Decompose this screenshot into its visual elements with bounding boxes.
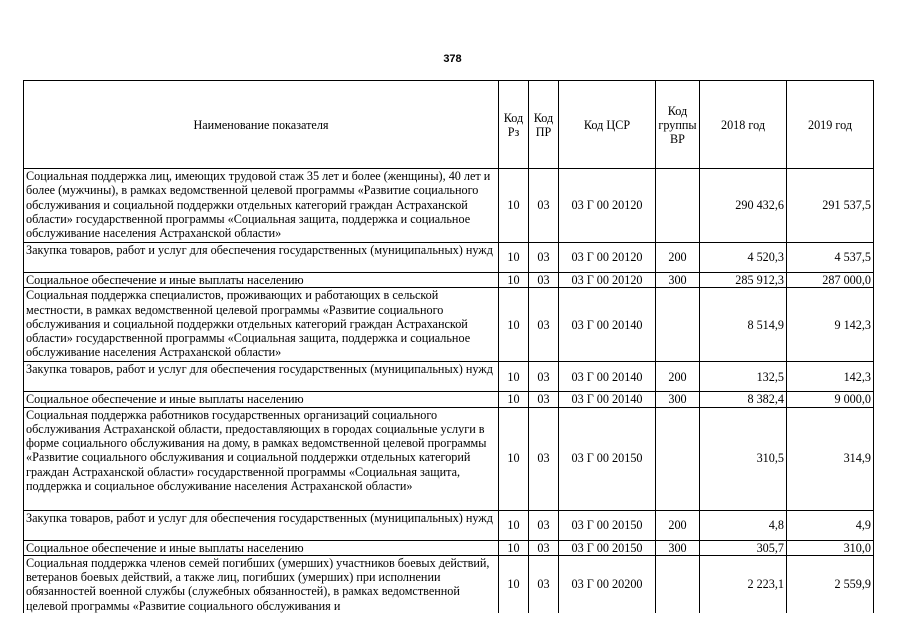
row-name: Закупка товаров, работ и услуг для обеспечения государственных (муниципальных) нужд <box>24 243 499 273</box>
row-csr: 03 Г 00 20120 <box>559 243 656 273</box>
row-csr: 03 Г 00 20140 <box>559 392 656 407</box>
row-2018: 285 912,3 <box>700 273 787 288</box>
row-csr: 03 Г 00 20140 <box>559 362 656 392</box>
row-2019: 4 537,5 <box>787 243 874 273</box>
header-rz: Код Рз <box>499 81 529 169</box>
table-row <box>24 273 874 288</box>
table-row <box>24 288 874 362</box>
row-rz: 10 <box>499 362 529 392</box>
row-2018: 305,7 <box>700 540 787 555</box>
row-2019: 291 537,5 <box>787 169 874 243</box>
row-vr <box>656 555 700 613</box>
row-csr: 03 Г 00 20200 <box>559 555 656 613</box>
table-row <box>24 169 874 243</box>
row-name: Закупка товаров, работ и услуг для обеспечения государственных (муниципальных) нужд <box>24 510 499 540</box>
row-pr: 03 <box>529 243 559 273</box>
row-2018: 4 520,3 <box>700 243 787 273</box>
row-vr <box>656 169 700 243</box>
row-pr: 03 <box>529 510 559 540</box>
row-2019: 287 000,0 <box>787 273 874 288</box>
row-2019: 9 000,0 <box>787 392 874 407</box>
header-pr: Код ПР <box>529 81 559 169</box>
table-row <box>24 407 874 510</box>
row-2018: 8 514,9 <box>700 288 787 362</box>
row-name: Социальное обеспечение и иные выплаты населению <box>24 273 499 288</box>
row-rz: 10 <box>499 392 529 407</box>
row-vr: 300 <box>656 392 700 407</box>
row-pr: 03 <box>529 288 559 362</box>
row-2019: 142,3 <box>787 362 874 392</box>
row-2019: 314,9 <box>787 407 874 510</box>
row-vr: 300 <box>656 540 700 555</box>
header-vr: Код группы ВР <box>656 81 700 169</box>
row-2019: 2 559,9 <box>787 555 874 613</box>
row-vr: 200 <box>656 362 700 392</box>
budget-table <box>23 80 874 613</box>
table-row <box>24 392 874 407</box>
table-row <box>24 540 874 555</box>
row-2018: 4,8 <box>700 510 787 540</box>
row-pr: 03 <box>529 169 559 243</box>
header-row <box>24 81 874 169</box>
row-name: Социальная поддержка работников государственных организаций социального обслуживания Астраханской области, предоставляющих в городах социальные услуги в форме социального обслуживания на дому, в рамках ведомственной целевой программы «Развитие социального обслуживания и социальной поддержки отдельных категорий граждан Астраханской области» государственной программы «Социальная защита, поддержка и социальное обслуживание населения Астраханской области» <box>24 407 499 510</box>
row-pr: 03 <box>529 273 559 288</box>
row-2019: 310,0 <box>787 540 874 555</box>
row-pr: 03 <box>529 392 559 407</box>
row-vr: 200 <box>656 243 700 273</box>
row-rz: 10 <box>499 540 529 555</box>
header-2018: 2018 год <box>700 81 787 169</box>
row-name: Закупка товаров, работ и услуг для обеспечения государственных (муниципальных) нужд <box>24 362 499 392</box>
row-name: Социальная поддержка специалистов, проживающих и работающих в сельской местности, в рамках ведомственной целевой программы «Развитие социального обслуживания и социальной поддержки отдельных категорий граждан Астраханской области» государственной программы «Социальная защита, поддержка и социальное обслуживание населения Астраханской области» <box>24 288 499 362</box>
row-name: Социальная поддержка лиц, имеющих трудовой стаж 35 лет и более (женщины), 40 лет и более (мужчины), в рамках ведомственной целевой программы «Развитие социального обслуживания и социальной поддержки отдельных категорий граждан Астраханской области» государственной программы «Социальная защита, поддержка и социальное обслуживание населения Астраханской области» <box>24 169 499 243</box>
row-rz: 10 <box>499 407 529 510</box>
row-rz: 10 <box>499 169 529 243</box>
row-name: Социальное обеспечение и иные выплаты населению <box>24 392 499 407</box>
row-vr: 300 <box>656 273 700 288</box>
page-number: 378 <box>443 53 462 65</box>
row-csr: 03 Г 00 20150 <box>559 540 656 555</box>
table-row <box>24 243 874 273</box>
table-row <box>24 510 874 540</box>
row-csr: 03 Г 00 20150 <box>559 510 656 540</box>
row-2019: 4,9 <box>787 510 874 540</box>
row-vr <box>656 288 700 362</box>
row-pr: 03 <box>529 407 559 510</box>
row-vr <box>656 407 700 510</box>
row-pr: 03 <box>529 362 559 392</box>
row-rz: 10 <box>499 510 529 540</box>
row-csr: 03 Г 00 20150 <box>559 407 656 510</box>
row-csr: 03 Г 00 20140 <box>559 288 656 362</box>
row-rz: 10 <box>499 273 529 288</box>
header-csr: Код ЦСР <box>559 81 656 169</box>
row-vr: 200 <box>656 510 700 540</box>
row-name: Социальное обеспечение и иные выплаты населению <box>24 540 499 555</box>
row-2018: 8 382,4 <box>700 392 787 407</box>
row-2018: 132,5 <box>700 362 787 392</box>
header-name: Наименование показателя <box>24 81 499 169</box>
row-csr: 03 Г 00 20120 <box>559 169 656 243</box>
row-2018: 310,5 <box>700 407 787 510</box>
row-2019: 9 142,3 <box>787 288 874 362</box>
row-rz: 10 <box>499 288 529 362</box>
row-pr: 03 <box>529 555 559 613</box>
header-2019: 2019 год <box>787 81 874 169</box>
table-row <box>24 555 874 613</box>
row-2018: 290 432,6 <box>700 169 787 243</box>
row-csr: 03 Г 00 20120 <box>559 273 656 288</box>
row-name: Социальная поддержка членов семей погибших (умерших) участников боевых действий, ветеранов боевых действий, а также лиц, погибших (умерших) при исполнении обязанностей военной службы (служебных обязанностей), в рамках ведомственной целевой программы «Развитие социального обслуживания и <box>24 555 499 613</box>
table-row <box>24 362 874 392</box>
row-2018: 2 223,1 <box>700 555 787 613</box>
row-pr: 03 <box>529 540 559 555</box>
row-rz: 10 <box>499 555 529 613</box>
row-rz: 10 <box>499 243 529 273</box>
